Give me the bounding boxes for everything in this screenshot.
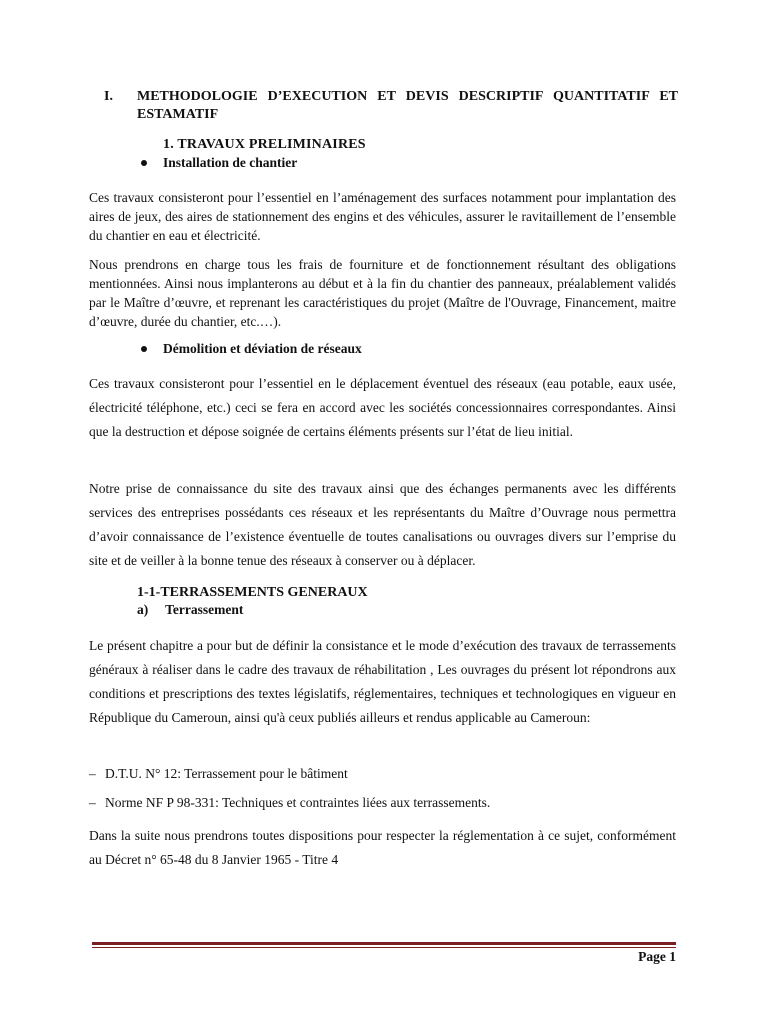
bullet-installation	[141, 154, 297, 171]
bullet-demolition-label: Démolition et déviation de réseaux	[163, 341, 362, 356]
subsection-a-title: Terrassement	[165, 602, 244, 617]
section-number: I.	[104, 89, 113, 104]
paragraph-final: Dans la suite nous prendrons toutes dispositions pour respecter la réglementation à ce sujet, conformément au Décret n° 65-48 du 8 Janvier 1965 - Titre 4	[89, 828, 676, 867]
dash-item-dtu-text: D.T.U. N° 12: Terrassement pour le bâtiment	[105, 766, 348, 781]
paragraph-demolition-2: Notre prise de connaissance du site des travaux ainsi que des échanges permanents avec les différents services des entreprises possédants ces réseaux et les représentants du Maître d’Ouvrage nous permettra d’avoir connaissance de l’existence éventuelle de toutes canalisations ou ouvrages divers sur l’emprise du site et de veiller à la bonne tenue des réseaux à conserver ou à déplacer.	[89, 481, 676, 568]
footer-rule-thin	[92, 947, 676, 948]
page-number: Page 1	[638, 949, 676, 964]
bullet-demolition	[141, 340, 362, 357]
paragraph-installation-1: Ces travaux consisteront pour l’essentiel en l’aménagement des surfaces notamment pour implantation des aires de jeux, des aires de stationnement des engins et des véhicules, assurer le ravitaillement de l’ensemble du chantier en eau et électricité.	[89, 190, 676, 243]
section-heading	[104, 88, 678, 124]
dash-item-norme	[89, 794, 490, 812]
paragraph-terrassement: Le présent chapitre a pour but de définir la consistance et le mode d’exécution des travaux de terrassements généraux à réaliser dans le cadre des travaux de réhabilitation , Les ouvrages du présent lot répondrons aux conditions et prescriptions des textes législatifs, réglementaires, techniques et technologiques en vigueur en République du Cameroun, ainsi qu'à ceux publiés ailleurs et rendus applicable au Cameroun:	[89, 638, 676, 725]
section-title: METHODOLOGIE D’EXECUTION ET DEVIS DESCRIPTIF QUANTITATIF ET ESTAMATIF	[137, 89, 678, 122]
dash-symbol: –	[89, 795, 96, 810]
subsection-terrassements-generaux: 1-1-TERRASSEMENTS GENERAUX	[137, 585, 368, 600]
subsection-a-label: a)	[137, 602, 149, 617]
subsection-a-terrassement	[137, 601, 243, 619]
bullet-dot	[141, 160, 147, 166]
footer-rule-thick	[92, 942, 676, 945]
paragraph-installation-2: Nous prendrons en charge tous les frais de fourniture et de fonctionnement résultant des obligations mentionnées. Ainsi nous implanterons au début et à la fin du chantier des panneaux, préalablement validés par le Maître d’œuvre, et reprenant les caractéristiques du projet (Maître de l'Ouvrage, Financement, maitre d’œuvre, durée du chantier, etc.…).	[89, 257, 676, 329]
bullet-installation-label: Installation de chantier	[163, 155, 298, 170]
subsection-travaux-preliminaires: 1. TRAVAUX PRELIMINAIRES	[163, 137, 366, 152]
bullet-dot	[141, 346, 147, 352]
dash-symbol: –	[89, 766, 96, 781]
dash-item-dtu	[89, 765, 348, 783]
dash-item-norme-text: Norme NF P 98-331: Techniques et contraintes liées aux terrassements.	[105, 795, 491, 810]
paragraph-demolition-1: Ces travaux consisteront pour l’essentiel en le déplacement éventuel des réseaux (eau potable, eaux usée, électricité téléphone, etc.) ceci se fera en accord avec les sociétés concessionnaires correspondantes. Ainsi que la destruction et dépose soignée de certains éléments présents sur l’état de lieu initial.	[89, 376, 676, 439]
